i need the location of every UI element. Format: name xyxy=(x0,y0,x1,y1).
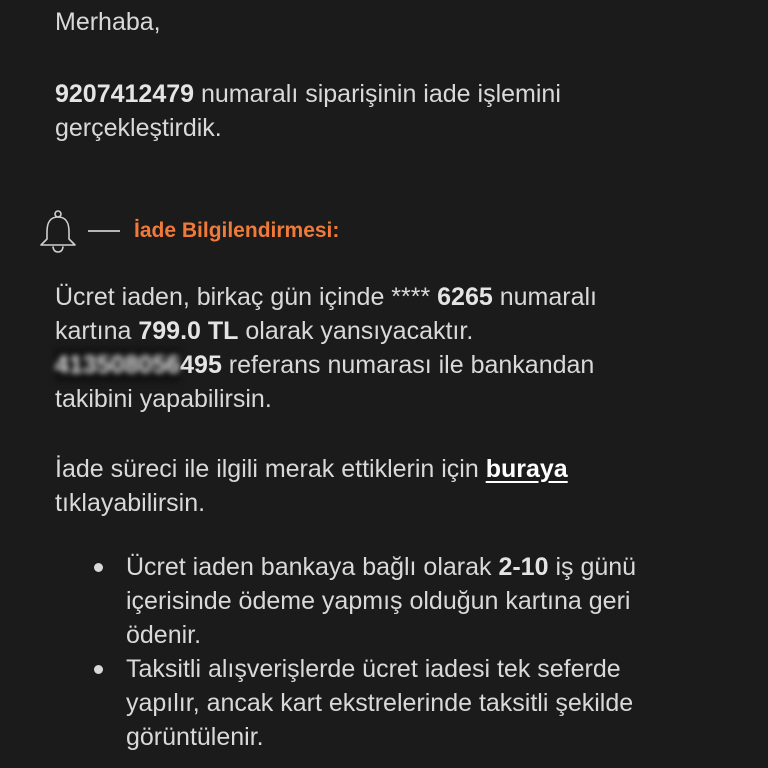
refund-text: Ücret iaden, birkaç gün içinde **** xyxy=(55,283,438,311)
header-divider xyxy=(88,230,120,232)
info-paragraph xyxy=(55,452,568,520)
bullet-dot xyxy=(94,563,103,572)
refund-text: referans numarası ile bankandan xyxy=(221,351,595,379)
refund-paragraph xyxy=(55,280,597,416)
refund-text: numaralı xyxy=(492,283,597,311)
info-text-line2: tıklayabilirsin. xyxy=(55,489,206,517)
bullet-text: içerisinde ödeme yapmış olduğun kartına geri xyxy=(126,587,631,615)
bullet-text: iş günü xyxy=(548,553,637,581)
bullet-text: Ücret iaden bankaya bağlı olarak xyxy=(126,553,499,581)
bell-icon xyxy=(36,208,80,254)
card-last4: 6265 xyxy=(437,283,493,311)
info-link[interactable]: buraya xyxy=(485,455,568,483)
business-days: 2-10 xyxy=(498,553,549,581)
order-number: 9207412479 xyxy=(55,80,195,108)
bullet-dot xyxy=(94,665,103,674)
refund-amount: 799.0 TL xyxy=(138,317,239,345)
bullet-text: görüntülenir. xyxy=(126,723,264,751)
order-paragraph xyxy=(55,77,561,145)
refund-text: takibini yapabilirsin. xyxy=(55,385,272,413)
refund-text: olarak yansıyacaktır. xyxy=(238,317,474,345)
info-bullet-list xyxy=(90,550,636,754)
greeting-text: Merhaba, xyxy=(55,8,161,36)
notice-title: İade Bilgilendirmesi: xyxy=(134,219,340,242)
order-text: numaralı siparişinin iade işlemini xyxy=(194,80,561,108)
bullet-item xyxy=(90,550,636,652)
bullet-item xyxy=(90,652,636,754)
reference-redacted: 413508056 xyxy=(55,348,180,382)
notice-header xyxy=(36,208,339,254)
order-text-line2: gerçekleştirdik. xyxy=(55,114,222,142)
bullet-text: Taksitli alışverişlerde ücret iadesi tek seferde xyxy=(126,655,621,683)
info-text: İade süreci ile ilgili merak ettiklerin için xyxy=(55,455,486,483)
refund-text: kartına xyxy=(55,317,139,345)
bullet-text: ödenir. xyxy=(126,621,202,649)
reference-visible: 495 xyxy=(180,351,222,379)
bullet-text: yapılır, ancak kart ekstrelerinde taksitli şekilde xyxy=(126,689,634,717)
